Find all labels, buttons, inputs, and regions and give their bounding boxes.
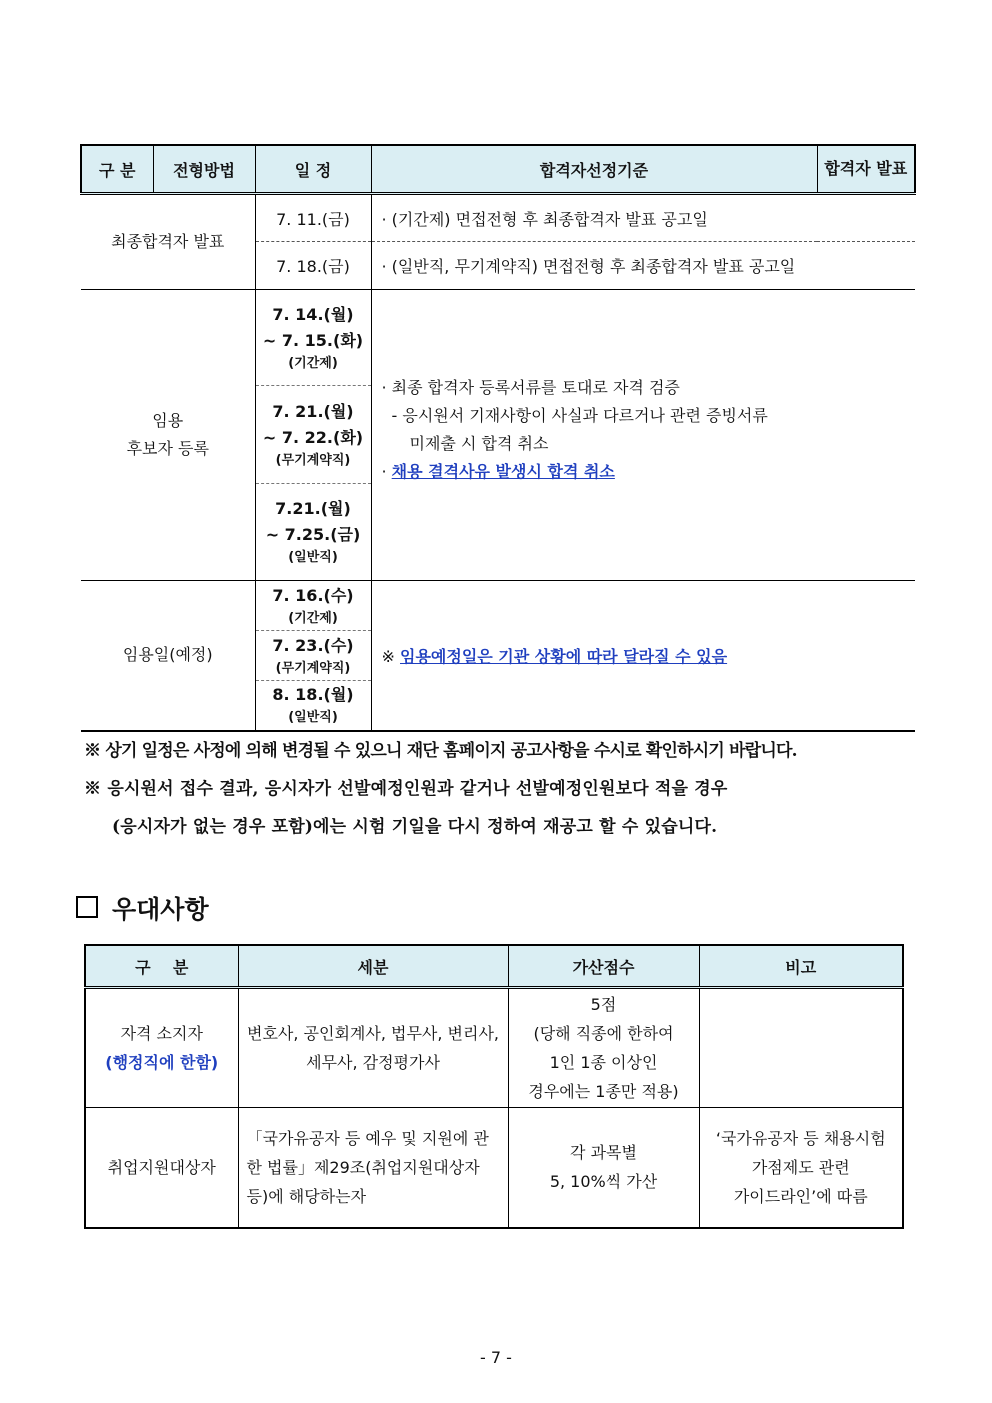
pref-row2-points: [508, 1108, 699, 1228]
pref-row2-detail-line3: 등)에 해당하는자: [246, 1186, 367, 1206]
schedule-header-row: [81, 145, 915, 194]
appointment-category: 임용일(예정): [81, 581, 255, 731]
header-method: 전형방법: [153, 145, 255, 194]
registration-category: [81, 290, 255, 581]
note-mark: ※: [381, 646, 400, 666]
appointment-date-2-day: 7. 23.(수): [272, 635, 354, 655]
schedule-table: [80, 144, 916, 732]
registration-date-2-start: 7. 21.(월): [272, 401, 354, 421]
registration-criteria-line2: - 응시원서 기재사항이 사실과 다르거나 관련 증빙서류: [391, 406, 768, 425]
pref-row2-remark: [699, 1108, 903, 1228]
pref-row1-points-line3: 1인 1종 이상인: [549, 1053, 658, 1072]
table-row: [81, 194, 915, 242]
appointment-date-1-day: 7. 16.(수): [272, 585, 354, 605]
pref-row2-detail: [238, 1108, 508, 1228]
registration-criteria-line4: [382, 458, 916, 486]
pref-row2-remark-line1: ‘국가유공자 등 채용시험: [715, 1128, 886, 1148]
appointment-date-2: [255, 631, 371, 681]
table-row: [81, 581, 915, 631]
registration-category-line2: 후보자 등록: [126, 439, 209, 458]
appointment-date-1-note: (기간제): [288, 610, 338, 626]
registration-date-1-end: ~ 7. 15.(화): [262, 330, 364, 350]
pref-row1-category: [85, 988, 238, 1108]
header-category: 구 분: [81, 145, 153, 194]
registration-date-1-start: 7. 14.(월): [272, 304, 354, 324]
pref-row1-points-line4: 경우에는 1종만 적용): [528, 1082, 679, 1101]
checkbox-square-icon: [76, 896, 98, 918]
appointment-date-2-note: (무기계약직): [275, 660, 351, 676]
pref-row2-remark-line3: 가이드라인’에 따름: [733, 1186, 868, 1206]
header-schedule: 일 정: [255, 145, 371, 194]
header-announcement: 합격자 발표: [817, 145, 915, 194]
appointment-date-1: [255, 581, 371, 631]
note-readvertise-line2: (응시자가 없는 경우 포함)에는 시험 기일을 다시 정하여 재공고 할 수 있습니다.: [112, 817, 718, 837]
table-row: [85, 988, 903, 1108]
preference-header-row: [85, 945, 903, 988]
registration-date-3-start: 7.21.(월): [275, 499, 351, 518]
registration-date-2-end: ~ 7. 22.(화): [262, 427, 364, 447]
registration-date-1: [255, 290, 371, 386]
table-row: [85, 1108, 903, 1228]
pref-row2-points-line1: 각 과목별: [570, 1143, 637, 1163]
pref-row2-detail-line1: 「국가유공자 등 예우 및 지원에 관: [246, 1128, 489, 1148]
preference-table: [84, 944, 904, 1229]
page-number: - 7 -: [480, 1348, 512, 1367]
pref-row2-points-line2: 5, 10%씩 가산: [549, 1172, 658, 1192]
final-date-1: 7. 11.(금): [255, 194, 371, 242]
pref-row1-category-note: (행정직에 한함): [105, 1053, 219, 1072]
pref-row1-points: [508, 988, 699, 1108]
appointment-date-3: [255, 681, 371, 731]
appointment-date-3-note: (일반직): [288, 710, 338, 726]
registration-criteria-line1: · 최종 합격자 등록서류를 토대로 자격 검증: [381, 378, 680, 397]
registration-date-3: [255, 484, 371, 581]
final-date-2: 7. 18.(금): [255, 242, 371, 290]
pref-row1-detail-line2: 세무사, 감정평가사: [306, 1053, 440, 1072]
pref-header-remark: 비고: [699, 945, 903, 988]
registration-category-line1: 임용: [152, 411, 184, 430]
final-criteria-2: · (일반직, 무기계약직) 면접전형 후 최종합격자 발표 공고일: [371, 242, 915, 290]
pref-row1-points-line2: (당해 직종에 한하여: [533, 1024, 674, 1043]
pref-row1-category-label: 자격 소지자: [120, 1024, 203, 1043]
pref-header-category: 구 분: [85, 945, 238, 988]
pref-row2-category: 취업지원대상자: [85, 1108, 238, 1228]
appointment-criteria: [371, 581, 915, 731]
pref-row2-detail-line2: 한 법률」제29조(취업지원대상자: [246, 1157, 480, 1177]
registration-date-1-note: (기간제): [288, 355, 338, 371]
bullet: ·: [381, 462, 392, 481]
appointment-date-3-day: 8. 18.(월): [272, 685, 354, 705]
pref-row1-detail: [238, 988, 508, 1108]
section-title: 우대사항: [112, 895, 209, 924]
note-readvertise-line1: ※ 응시원서 접수 결과, 응시자가 선발예정인원과 같거나 선발예정인원보다 적을 경우: [84, 779, 728, 799]
registration-date-2: [255, 386, 371, 484]
header-criteria: 합격자선정기준: [371, 145, 817, 194]
pref-header-detail: 세분: [238, 945, 508, 988]
pref-row1-remark: [699, 988, 903, 1108]
final-criteria-1: · (기간제) 면접전형 후 최종합격자 발표 공고일: [371, 194, 915, 242]
registration-date-3-note: (일반직): [288, 550, 338, 565]
pref-row2-remark-line2: 가점제도 관련: [751, 1157, 850, 1177]
table-row: [81, 290, 915, 386]
section-heading: [76, 890, 209, 926]
registration-date-3-end: ~ 7.25.(금): [265, 525, 361, 544]
disqualification-notice: 채용 결격사유 발생시 합격 취소: [391, 462, 615, 481]
pref-row1-detail-line1: 변호사, 공인회계사, 법무사, 변리사,: [247, 1024, 499, 1043]
note-schedule-change: ※ 상기 일정은 사정에 의해 변경될 수 있으니 재단 홈페이지 공고사항을 수시로 확인하시기 바랍니다.: [84, 741, 797, 761]
registration-date-2-note: (무기계약직): [275, 452, 351, 468]
final-announcement-category: 최종합격자 발표: [81, 194, 255, 290]
appointment-notice: 임용예정일은 기관 상황에 따라 달라질 수 있음: [400, 646, 728, 666]
pref-header-points: 가산점수: [508, 945, 699, 988]
registration-criteria: [371, 290, 915, 581]
pref-row1-points-line1: 5점: [590, 995, 617, 1014]
registration-criteria-line3: 미제출 시 합격 취소: [409, 434, 549, 453]
